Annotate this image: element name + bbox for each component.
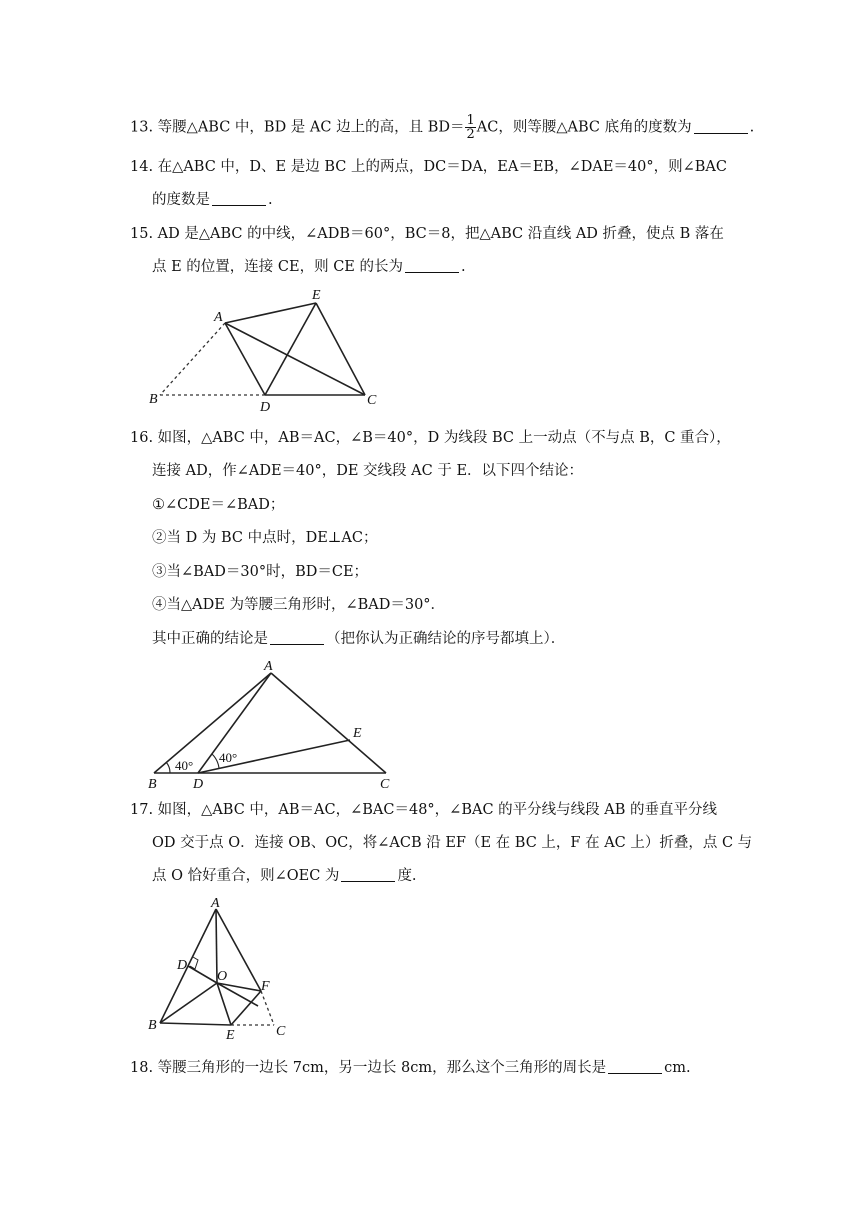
label-B: B [149,392,158,407]
label-C: C [276,1024,286,1039]
answer-blank [270,630,324,645]
question-16-conclusion: 其中正确的结论是 （把你认为正确结论的序号都填上）． [152,631,566,647]
question-17-line-3: 点 O 恰好重合，则∠OEC 为 度. [152,868,417,884]
question-13: 13. 等腰△ABC 中，BD 是 AC 边上的高，且 BD＝ $\frac{1}{2}$ AC，则等腰△ABC 底角的度数为 . [130,113,755,142]
segment-BE [160,1023,231,1025]
fraction-one-half: $\frac{1}{2}$ [466,113,475,142]
question-16-option-4: ④当△ADE 为等腰三角形时，∠BAD＝30°． [152,597,446,613]
label-F: F [261,979,270,994]
label-O: O [217,969,228,984]
q13-text-post: AC，则等腰△ABC 底角的度数为 [476,119,692,136]
label-E: E [226,1028,235,1043]
segment-AC [225,323,365,395]
label-A: A [211,896,220,911]
segment-EC [316,303,365,395]
segment-FC [261,991,274,1025]
question-18: 18. 等腰三角形的一边长 7cm，另一边长 8cm，那么这个三角形的周长是 cm. [130,1060,691,1076]
question-16-option-3: ③当∠BAD＝30°时，BD＝CE； [152,564,369,580]
question-14-line-2: 的度数是 . [152,192,273,208]
segment-EF [231,991,261,1025]
q13-text-pre: 13. 等腰△ABC 中，BD 是 AC 边上的高，且 BD＝ [130,119,465,136]
label-B: B [148,1018,157,1033]
segment-AB [154,673,271,773]
question-16-line-1: 16. 如图，△ABC 中，AB＝AC，∠B＝40°，D 为线段 BC 上一动点（不与点 B，C 重合）， [130,430,731,446]
label-A: A [264,659,273,674]
figure-16 [140,655,410,795]
segment-AC [271,673,386,773]
angle-arc-B [166,762,170,773]
angle-label-D: 40° [219,750,238,765]
label-E: E [353,726,362,741]
segment-DE [265,303,316,395]
figure-17 [140,895,310,1045]
answer-blank [608,1059,662,1074]
question-15-line-2: 点 E 的位置，连接 CE，则 CE 的长为 . [152,259,466,275]
question-15-line-1: 15. AD 是△ABC 的中线，∠ADB＝60°，BC＝8，把△ABC 沿直线 AD 折叠，使点 B 落在 [130,226,724,242]
answer-blank [341,867,395,882]
question-17-line-1: 17. 如图，△ABC 中，AB＝AC，∠BAC＝48°，∠BAC 的平分线与线段 AB 的垂直平分线 [130,802,718,818]
segment-AB [160,323,225,395]
answer-blank [405,258,459,273]
label-C: C [380,777,390,792]
segment-DO [188,966,217,983]
label-A: A [214,310,223,325]
segment-OB [160,983,217,1023]
question-16-line-2: 连接 AD，作∠ADE＝40°，DE 交线段 AC 于 E．以下四个结论： [152,463,584,479]
answer-blank [212,191,266,206]
label-C: C [367,393,377,408]
label-B: B [148,777,157,792]
question-14-line-1: 14. 在△ABC 中，D、E 是边 BC 上的两点，DC＝DA，EA＝EB，∠DAE＝40°，则∠BAC [130,159,727,175]
label-D: D [193,777,204,792]
segment-AE [225,303,316,323]
angle-arc-D [212,754,219,768]
question-16-option-2: ②当 D 为 BC 中点时，DE⊥AC； [152,530,378,546]
question-16-option-1: ①∠CDE＝∠BAD； [152,497,285,513]
figure-15 [140,285,390,415]
question-17-line-2: OD 交于点 O．连接 OB、OC，将∠ACB 沿 EF（E 在 BC 上，F 在 AC 上）折叠，点 C 与 [152,835,753,851]
answer-blank [694,119,748,134]
label-D: D [177,958,188,973]
label-E: E [312,288,321,303]
label-D: D [260,400,271,415]
angle-label-B: 40° [175,758,194,773]
